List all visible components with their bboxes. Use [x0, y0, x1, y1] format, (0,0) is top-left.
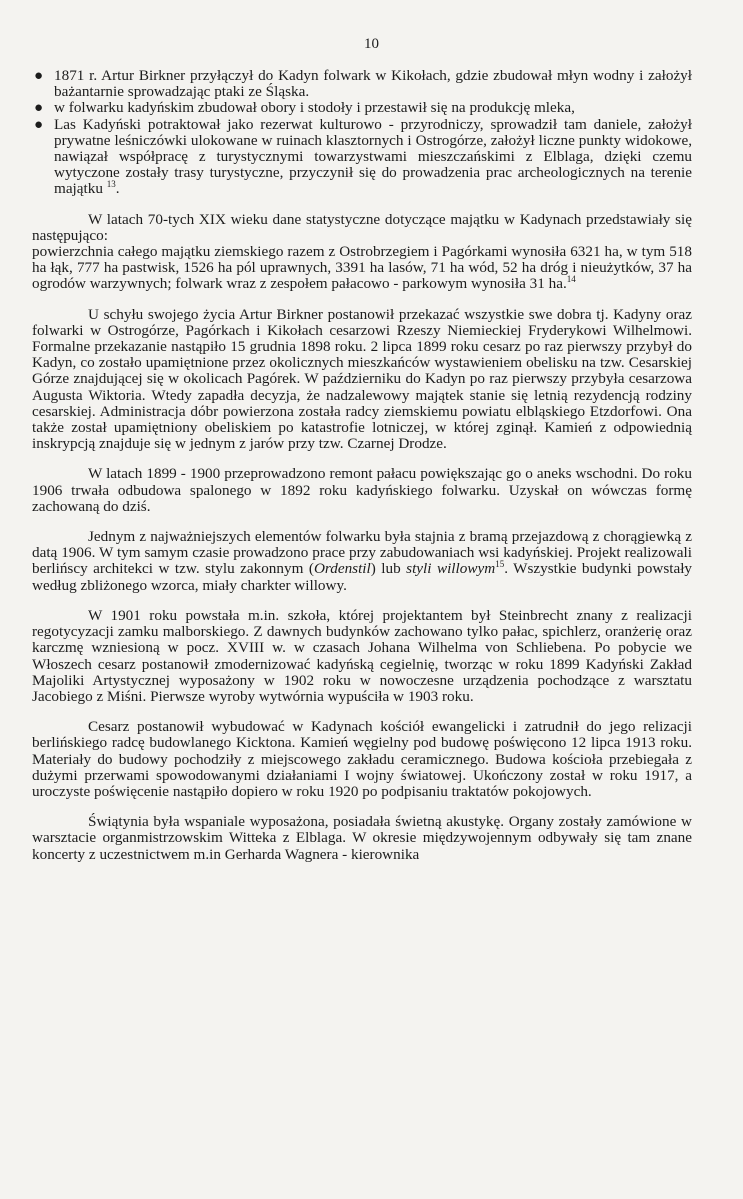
page-number: 10	[364, 36, 379, 52]
bullet-text: w folwarku kadyńskim zbudował obory i stodoły i przestawił się na produkcję mleka,	[54, 99, 575, 117]
paragraph-birkner-transfer: U schyłu swojego życia Artur Birkner postanowił przekazać wszystkie swe dobra tj. Kadyny oraz folwarki w Ostrogórze, Pagórkach i Kikołach cesarzowi Rzeszy Niemieckiej Fryderykowi Wilhelmowi. Formalne przekazanie nastąpiło 15 grudnia 1898 roku. 2 lipca 1899 roku cesarz po raz pierwszy przybył do Kadyn, co zostało upamiętnione przez okolicznych mieszkańców wystawieniem obelisku na tzw. Cesarskiej Górze znajdującej się w okolicach Pagórek. W październiku do Kadyn po raz pierwszy przybyła cesarzowa Augusta Wiktoria. Wtedy zapadła decyzja, że nadzalewowy majątek stanie się letnią rezydencją rodziny cesarskiej. Administracja dóbr powierzona została radcy ziemskiemu powiatu elbląskiego Etzdorfowi. Ona także został upamiętniony obeliskiem po katastrofie lotniczej, w której zginął. Kamień z odpowiednią inskrypcją znajduje się w jednym z jarów przy tzw. Czarnej Drodze.	[32, 305, 692, 453]
italic-term: Ordenstil	[313, 560, 371, 578]
paragraph-statistics-intro: W latach 70-tych XIX wieku dane statystyczne dotyczące majątku w Kadynach przedstawiały się następująco:	[32, 210, 692, 244]
bullet-text: Las Kadyński potraktował jako rezerwat kulturowo - przyrodniczy, sprowadził tam daniele, założył prywatne leśniczówki ulokowane w ruinach klasztornych i Ostrogórze, założył liczne punkty widokowe, nawiązał współpracę z turystycznymi towarzystwami mieszczańskimi z Elblaga, dzięki czemu wytyczone zostały trasy turystyczne, przyczynił się do prowadzenia prac archeologicznych na terenie majątku	[54, 115, 692, 198]
bullet-list	[32, 68, 692, 198]
paragraph-palace-renovation: W latach 1899 - 1900 przeprowadzono remont pałacu powiększając go o aneks wschodni. Do roku 1906 trwała odbudowa spalonego w 1892 roku kadyńskiego folwarku. Uzyskał on wówczas formę zachowaną do dziś.	[32, 465, 692, 515]
paragraph-folwark-stable: Jednym z najważniejszych elementów folwarku była stajnia z bramą przejazdową z chorągiewką z datą 1906. W tym samym czasie prowadzono prace przy zabudowaniach wsi kadyńskiej. Projekt realizowali berlińscy architekci w tzw. stylu zakonnym (Ordenstil) lub styli willowym$^{15}$. Wszystkie budynki powstały według zbliżonego wzorca, miały charkter willowy.	[32, 528, 693, 594]
bullet-end: .	[115, 180, 120, 198]
list-item	[32, 68, 692, 100]
bullet-icon: ●	[34, 116, 44, 133]
paragraph-school-majolica: W 1901 roku powstała m.in. szkoła, której projektantem był Steinbrecht znany z realizacji regotycyzacji zamku malborskiego. Z dawnych budynków zachowano tylko pałac, spichlerz, oranżerię oraz karczmę wzniesioną w pocz. XVIII w. w czasach Johana Wilhelma von Schliebena. Po pobycie we Włoszech cesarz postanowił zmodernizować kadyńską cegielnię, tworząc w roku 1899 Kadyński Zakład Majoliki Artystycznej wyposażony w 1902 roku w nowoczesne urządzenia pochodzące z warsztatu Jacobiego z Miśni. Pierwsze wyroby wytwórnia wypuściła w 1903 roku.	[32, 606, 692, 705]
italic-term: styli willowym	[406, 560, 496, 578]
footnote-marker: 14	[566, 274, 576, 285]
footnote-marker: 13	[106, 179, 116, 190]
bullet-icon: ●	[34, 100, 44, 117]
list-item	[32, 100, 692, 116]
bullet-icon: ●	[34, 68, 44, 84]
list-item	[32, 117, 692, 198]
bullet-text: 1871 r. Artur Birkner przyłączył do Kadyn folwark w Kikołach, gdzie zbudował młyn wodny i założył bażantarnie sprowadzając ptaki ze Śląska.	[54, 67, 692, 101]
footnote-marker: 15	[495, 559, 505, 570]
page-body	[32, 68, 692, 877]
paragraph-statistics-body: powierzchnia całego majątku ziemskiego razem z Ostrobrzegiem i Pagórkami wynosiła 6321 ha, w tym 518 ha łąk, 777 ha pastwisk, 1526 ha pól uprawnych, 3391 ha lasów, 71 ha wód, 52 ha dróg i nieużytków, 37 ha ogrodów warzywnych; folwark wraz z zespołem pałacowo - parkowym wynosiła 31 ha.$^{14}$	[32, 243, 692, 293]
paragraph-church: Cesarz postanowił wybudować w Kadynach kościół ewangelicki i zatrudnił do jego relizacji berlińskiego radcę budowlanego Kicktona. Kamień węgielny pod budowę poświęcono 12 lipca 1913 roku. Materiały do budowy pochodziły z miejscowego zakładu ceramicznego. Budowa kościoła przebiegała z dużymi przerwami spowodowanymi działaniami I wojny światowej. Ukończony został w roku 1917, a uroczyste poświęcenie nastąpiło dopiero w roku 1920 po podpisaniu traktatów pokojowych.	[32, 718, 692, 800]
paragraph-temple: Świątynia była wspaniale wyposażona, posiadała świetną akustykę. Organy zostały zamówione w warsztacie organmistrzowskim Witteka z Elblaga. W okresie międzywojennym odbywały się tam znane koncerty z uczestnictwem m.in Gerharda Wagnera - kierownika	[32, 813, 692, 863]
